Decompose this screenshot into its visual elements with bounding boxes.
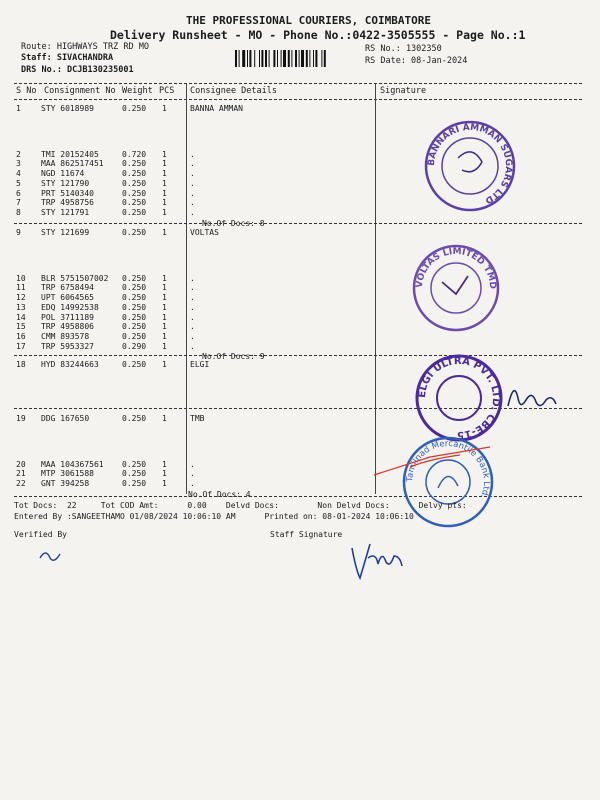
cell-consignee: . xyxy=(190,302,195,312)
cell-weight: 0.290 xyxy=(122,341,147,351)
voltas-stamp xyxy=(410,242,502,334)
cell-sno: 8 xyxy=(16,207,21,217)
cell-weight: 0.250 xyxy=(122,198,147,208)
barcode-bar xyxy=(273,50,275,67)
col-signature: Signature xyxy=(380,86,427,96)
cell-consignee: . xyxy=(190,159,195,169)
cell-consignee: . xyxy=(190,169,195,179)
docs-count-note: No.Of Docs: 9 xyxy=(202,352,265,362)
svg-text:BANNARI AMMAN SUGARS LTD: BANNARI AMMAN SUGARS LTD xyxy=(426,122,514,206)
barcode-bar xyxy=(242,50,245,67)
cell-consignment: HYD 83244663 xyxy=(41,360,99,369)
tmb-signature xyxy=(370,445,500,485)
cell-sno: 9 xyxy=(16,228,21,237)
cell-consignment: NGD 11674 xyxy=(41,169,85,179)
cell-sno: 3 xyxy=(16,159,21,169)
cell-weight: 0.250 xyxy=(122,283,147,293)
barcode-bar xyxy=(321,50,322,67)
cell-consignee: . xyxy=(190,479,195,489)
barcode-bar xyxy=(235,50,237,67)
cell-weight: 0.250 xyxy=(122,159,147,169)
barcode-bar xyxy=(315,50,317,67)
cell-consignment: TRP 4958806 xyxy=(41,322,94,332)
cell-consignment: STY 6018989 xyxy=(41,104,94,113)
cell-sno: 22 xyxy=(16,479,26,489)
cell-weight: 0.250 xyxy=(122,228,147,237)
cell-consignment: MAA 862517451 xyxy=(41,159,104,169)
cell-weight: 0.250 xyxy=(122,302,147,312)
cell-consignment: STY 121699 xyxy=(41,228,90,237)
cell-pcs: 1 xyxy=(162,293,167,303)
barcode-bar xyxy=(313,50,314,67)
elgi-signature xyxy=(498,376,568,416)
cell-sno: 18 xyxy=(16,360,26,369)
barcode-bar xyxy=(254,50,255,67)
cell-pcs: 1 xyxy=(162,341,167,351)
cell-weight: 0.250 xyxy=(122,207,147,217)
barcode-bar xyxy=(299,50,300,67)
cell-consignment: UPT 6064565 xyxy=(41,293,94,303)
cell-consignee: . xyxy=(190,469,195,479)
cell-weight: 0.250 xyxy=(122,312,147,322)
cell-consignee: . xyxy=(190,149,195,159)
cell-pcs: 1 xyxy=(162,228,167,237)
header-top-rule xyxy=(14,83,582,84)
cell-consignment: DDG 167650 xyxy=(41,414,90,423)
cell-sno: 6 xyxy=(16,188,21,198)
cell-pcs: 1 xyxy=(162,188,167,198)
cell-weight: 0.720 xyxy=(122,149,147,159)
route-label: Route: HIGHWAYS TRZ RD MO xyxy=(21,42,149,52)
cell-weight: 0.250 xyxy=(122,188,147,198)
cell-pcs: 1 xyxy=(162,469,167,479)
cell-pcs: 1 xyxy=(162,273,167,283)
cell-sno: 16 xyxy=(16,331,26,341)
barcode-bar xyxy=(261,50,263,67)
barcode-bar xyxy=(295,50,297,67)
cell-weight: 0.250 xyxy=(122,459,147,469)
barcode-bar xyxy=(277,50,278,67)
cell-pcs: 1 xyxy=(162,149,167,159)
cell-consignment: STY 121791 xyxy=(41,207,90,217)
cell-consignment: MTP 3061588 xyxy=(41,469,94,479)
cell-consignee: . xyxy=(190,459,195,469)
cell-consignee: . xyxy=(190,273,195,283)
cell-weight: 0.250 xyxy=(122,273,147,283)
cell-pcs: 1 xyxy=(162,207,167,217)
cell-weight: 0.250 xyxy=(122,469,147,479)
cell-pcs: 1 xyxy=(162,178,167,188)
cell-weight: 0.250 xyxy=(122,479,147,489)
cell-consignment: STY 121790 xyxy=(41,178,90,188)
barcode-bar xyxy=(301,50,304,67)
cell-pcs: 1 xyxy=(162,479,167,489)
col-consignment: Consignment No xyxy=(44,86,116,96)
cell-consignment: TRP 5953327 xyxy=(41,341,94,351)
cell-sno: 5 xyxy=(16,178,21,188)
docs-count-note: No.Of Docs: 8 xyxy=(202,218,265,228)
col-divider-signature xyxy=(375,84,376,494)
cell-sno: 14 xyxy=(16,312,26,322)
cell-consignment: TRP 4958756 xyxy=(41,198,94,208)
barcode-bar xyxy=(283,50,286,67)
rs-date: RS Date: 08-Jan-2024 xyxy=(365,56,468,66)
cell-consignment: EDQ 14992538 xyxy=(41,302,99,312)
company-title: THE PROFESSIONAL COURIERS, COIMBATORE xyxy=(186,14,432,27)
staff-label: Staff: SIVACHANDRA xyxy=(21,53,114,63)
cell-sno: 13 xyxy=(16,302,26,312)
barcode-bar xyxy=(247,50,248,67)
col-sno: S No xyxy=(16,86,37,96)
elgi-stamp xyxy=(413,352,505,444)
cell-sno: 17 xyxy=(16,341,26,351)
staff-signature xyxy=(346,534,416,584)
cell-consignment: MAA 104367561 xyxy=(41,459,104,469)
cell-consignee: TMB xyxy=(190,414,205,423)
verified-initial xyxy=(36,544,66,564)
cell-consignee: . xyxy=(190,198,195,208)
col-divider-consignee xyxy=(186,84,187,494)
entered-by-line: Entered By :SANGEETHAMO 01/08/2024 10:06:10 AM Printed on: 08-01-2024 10:06:10 xyxy=(14,512,414,521)
cell-sno: 1 xyxy=(16,104,21,113)
cell-consignment: GNT 394258 xyxy=(41,479,90,489)
cell-consignee: BANNA AMMAN xyxy=(190,104,243,113)
barcode-bar xyxy=(239,50,240,67)
verified-by-label: Verified By xyxy=(14,530,67,539)
svg-text:VOLTAS LIMITED TMD: VOLTAS LIMITED TMD xyxy=(414,246,498,290)
cell-sno: 12 xyxy=(16,293,26,303)
cell-weight: 0.250 xyxy=(122,360,147,369)
group-rule-1 xyxy=(14,223,582,224)
cell-pcs: 1 xyxy=(162,302,167,312)
cell-pcs: 1 xyxy=(162,322,167,332)
cell-consignee: . xyxy=(190,283,195,293)
cell-pcs: 1 xyxy=(162,104,167,113)
runsheet-title: Delivery Runsheet - MO - Phone No.:0422-3505555 - Page No.:1 xyxy=(110,28,526,42)
barcode-bar xyxy=(265,50,267,67)
cell-pcs: 1 xyxy=(162,414,167,423)
cell-weight: 0.250 xyxy=(122,178,147,188)
cell-sno: 10 xyxy=(16,273,26,283)
barcode-bar xyxy=(288,50,290,67)
cell-sno: 21 xyxy=(16,469,26,479)
cell-weight: 0.250 xyxy=(122,104,147,113)
cell-consignee: . xyxy=(190,207,195,217)
cell-pcs: 1 xyxy=(162,198,167,208)
cell-pcs: 1 xyxy=(162,360,167,369)
barcode-bar xyxy=(281,50,282,67)
cell-sno: 20 xyxy=(16,459,26,469)
cell-weight: 0.250 xyxy=(122,414,147,423)
cell-consignee: . xyxy=(190,293,195,303)
docs-count-note: No.Of Docs: 4 xyxy=(188,489,251,499)
cell-consignee: VOLTAS xyxy=(190,228,219,237)
cell-pcs: 1 xyxy=(162,159,167,169)
barcode-bar xyxy=(291,50,292,67)
barcode-bar xyxy=(249,50,251,67)
cell-consignment: PRT 5140340 xyxy=(41,188,94,198)
cell-consignee: . xyxy=(190,188,195,198)
bannari-amman-stamp xyxy=(422,118,518,214)
cell-consignment: POL 3711189 xyxy=(41,312,94,322)
cell-sno: 4 xyxy=(16,169,21,179)
totals-line: Tot Docs: 22 Tot COD Amt: 0.00 Delvd Docs: Non Delvd Docs: Delvy pts: xyxy=(14,501,467,510)
cell-consignee: . xyxy=(190,312,195,322)
barcode xyxy=(235,50,360,67)
cell-weight: 0.250 xyxy=(122,331,147,341)
cell-pcs: 1 xyxy=(162,169,167,179)
barcode-bar xyxy=(269,50,270,67)
cell-sno: 2 xyxy=(16,149,21,159)
staff-signature-label: Staff Signature xyxy=(270,530,343,539)
cell-consignee: . xyxy=(190,322,195,332)
col-weight: Weight xyxy=(122,86,153,96)
cell-consignment: TMI 20152405 xyxy=(41,149,99,159)
rs-number: RS No.: 1302350 xyxy=(365,44,442,54)
svg-text:Tamilnad Mercantile Bank Ltd.: Tamilnad Mercantile Bank Ltd. xyxy=(404,438,492,500)
cell-consignment: BLR 5751507002 xyxy=(41,273,109,283)
cell-consignee: . xyxy=(190,341,195,351)
header-bottom-rule xyxy=(14,99,582,100)
cell-sno: 7 xyxy=(16,198,21,208)
cell-consignee: . xyxy=(190,178,195,188)
cell-consignment: CMM 893578 xyxy=(41,331,90,341)
cell-consignment: TRP 6758494 xyxy=(41,283,94,293)
cell-pcs: 1 xyxy=(162,459,167,469)
col-consignee: Consignee Details xyxy=(190,86,277,96)
cell-pcs: 1 xyxy=(162,283,167,293)
svg-text:ELGI ULTRA PVT. LTD. CBE-15: ELGI ULTRA PVT. LTD. CBE-15 xyxy=(416,355,502,441)
cell-weight: 0.250 xyxy=(122,293,147,303)
barcode-bar xyxy=(306,50,308,67)
cell-weight: 0.250 xyxy=(122,169,147,179)
cell-pcs: 1 xyxy=(162,331,167,341)
cell-pcs: 1 xyxy=(162,312,167,322)
barcode-bar xyxy=(309,50,310,67)
cell-sno: 11 xyxy=(16,283,26,293)
drs-number: DRS No.: DCJB130235001 xyxy=(21,65,134,75)
barcode-bar xyxy=(259,50,260,67)
cell-weight: 0.250 xyxy=(122,322,147,332)
cell-consignee: ELGI xyxy=(190,360,210,369)
barcode-bar xyxy=(324,50,326,67)
cell-sno: 19 xyxy=(16,414,26,423)
col-pcs: PCS xyxy=(159,86,175,96)
cell-sno: 15 xyxy=(16,322,26,332)
cell-consignee: . xyxy=(190,331,195,341)
